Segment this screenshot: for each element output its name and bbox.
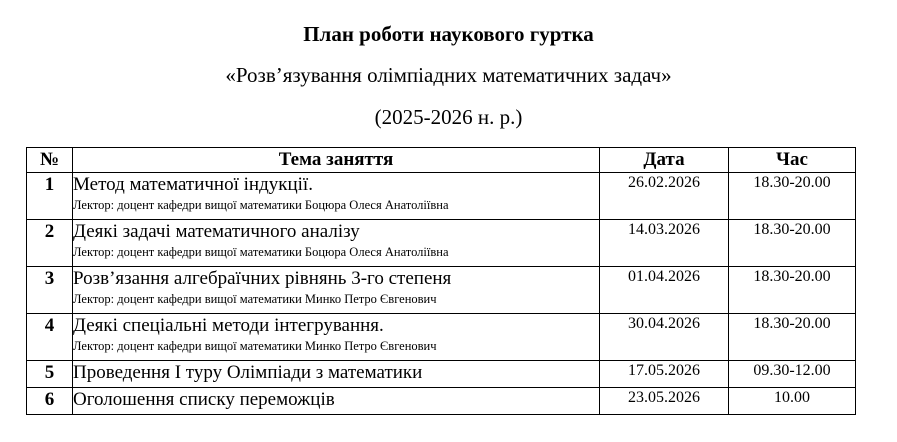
table-row: [27, 220, 856, 267]
table-row: [27, 361, 856, 388]
lecturer-line: Лектор: доцент кафедри вищої математики Боцюра Олеся Анатоліївна: [73, 198, 449, 212]
lecturer-line: Лектор: доцент кафедри вищої математики Минко Петро Євгенович: [73, 339, 437, 353]
row-number: 1: [27, 173, 73, 220]
time-cell: 18.30-20.00: [729, 314, 856, 361]
table-row: [27, 314, 856, 361]
column-header-topic: Тема заняття: [73, 148, 600, 173]
topic-title: Розв’язання алгебраїчних рівнянь 3-го степеня: [73, 268, 452, 289]
time-cell: 18.30-20.00: [729, 267, 856, 314]
date-cell: 01.04.2026: [600, 267, 729, 314]
topic-title: Деякі задачі математичного аналізу: [73, 221, 360, 242]
row-number: 5: [27, 361, 73, 388]
row-number: 6: [27, 388, 73, 415]
document-subtitle: «Розв’язування олімпіадних математичних задач»: [225, 63, 672, 87]
topic-cell: [73, 361, 600, 388]
row-number: 2: [27, 220, 73, 267]
lecturer-line: Лектор: доцент кафедри вищої математики Минко Петро Євгенович: [73, 292, 437, 306]
time-cell: 18.30-20.00: [729, 173, 856, 220]
topic-title: Оголошення списку переможців: [73, 389, 335, 410]
table-row: [27, 388, 856, 415]
column-header-num: №: [27, 148, 73, 173]
table-header-row: [27, 148, 856, 173]
column-header-time: Час: [729, 148, 856, 173]
table-row: [27, 267, 856, 314]
document-title: План роботи наукового гуртка: [303, 22, 594, 46]
topic-title: Метод математичної індукції.: [73, 174, 313, 195]
academic-year: (2025-2026 н. р.): [374, 105, 523, 129]
date-cell: 26.02.2026: [600, 173, 729, 220]
time-cell: 10.00: [729, 388, 856, 415]
time-cell: 18.30-20.00: [729, 220, 856, 267]
topic-cell: [73, 314, 600, 361]
date-cell: 17.05.2026: [600, 361, 729, 388]
lecturer-line: Лектор: доцент кафедри вищої математики Боцюра Олеся Анатоліївна: [73, 245, 449, 259]
date-cell: 30.04.2026: [600, 314, 729, 361]
table-row: [27, 173, 856, 220]
column-header-date: Дата: [600, 148, 729, 173]
topic-cell: [73, 388, 600, 415]
topic-cell: [73, 267, 600, 314]
topic-cell: [73, 173, 600, 220]
row-number: 3: [27, 267, 73, 314]
row-number: 4: [27, 314, 73, 361]
schedule-table: [26, 147, 856, 415]
date-cell: 14.03.2026: [600, 220, 729, 267]
topic-cell: [73, 220, 600, 267]
topic-title: Деякі спеціальні методи інтегрування.: [73, 315, 384, 336]
time-cell: 09.30-12.00: [729, 361, 856, 388]
topic-title: Проведення І туру Олімпіади з математики: [73, 362, 423, 383]
date-cell: 23.05.2026: [600, 388, 729, 415]
